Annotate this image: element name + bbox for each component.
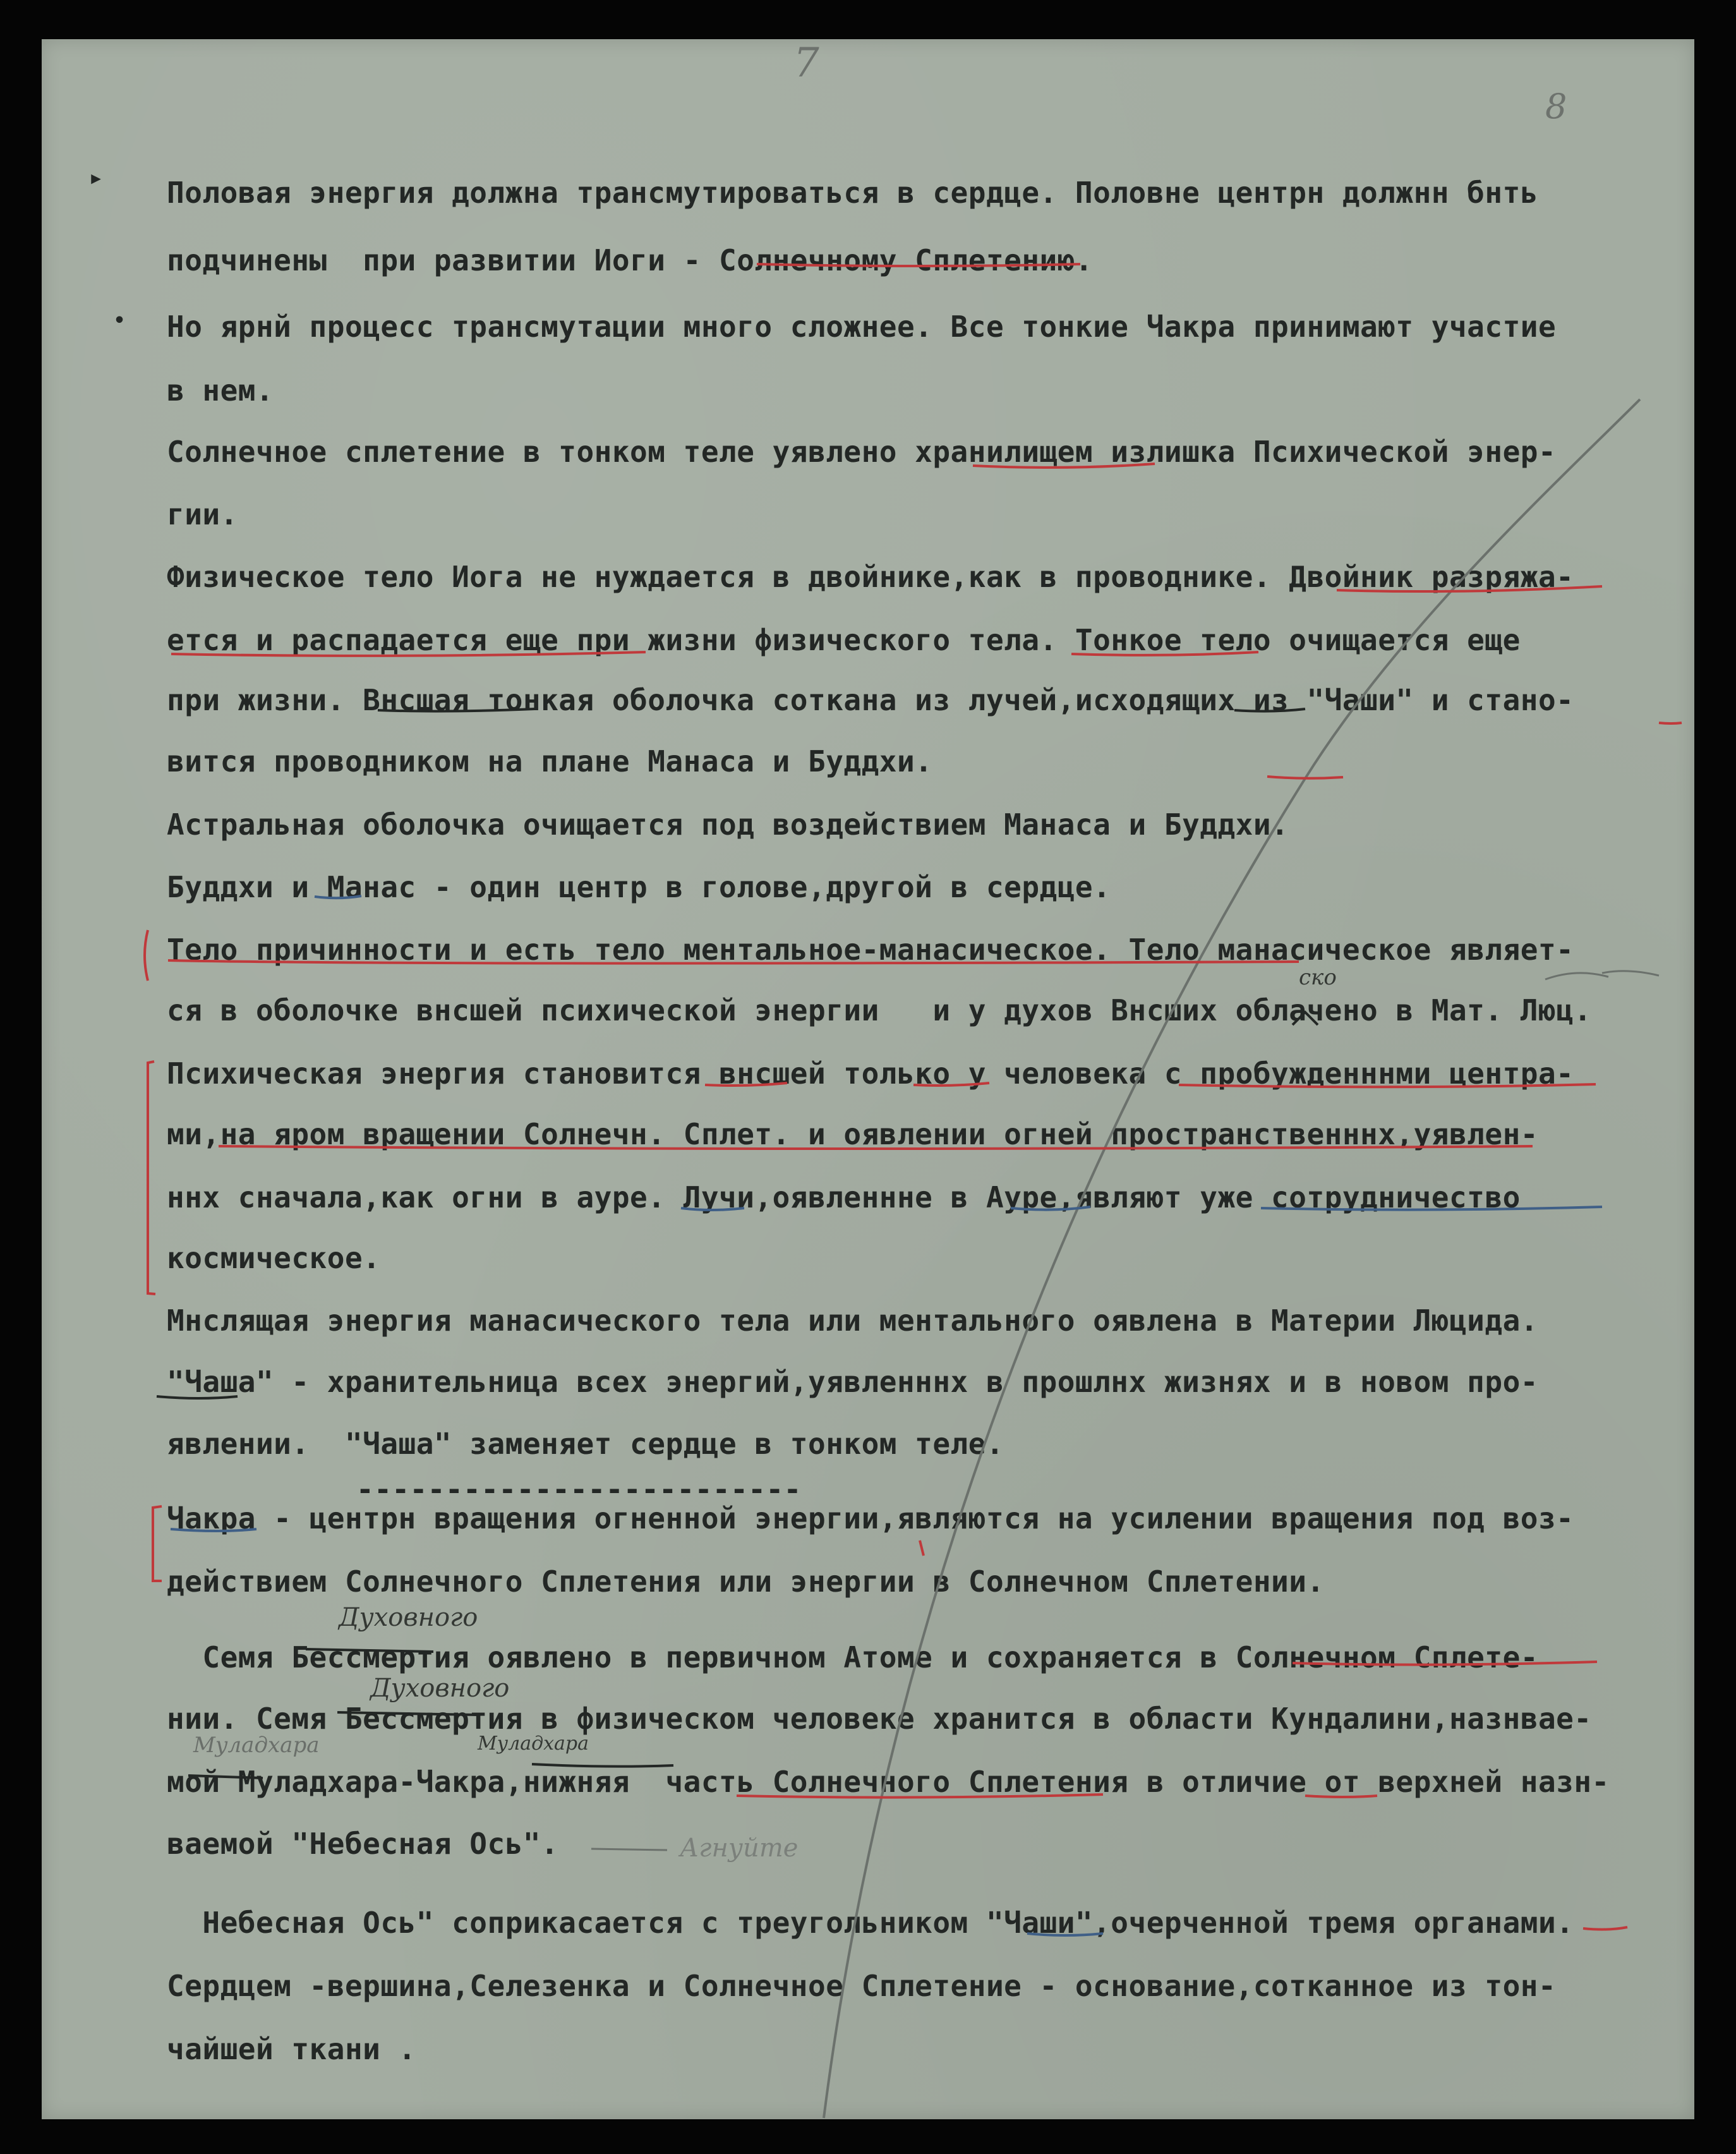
page-number-pencil: 7 <box>793 40 819 87</box>
handwritten-insert: Муладхара <box>193 1733 320 1758</box>
text-line: Небесная Ось" соприкасается с треугольником "Чаши",очерченной тремя органами. <box>167 1906 1574 1940</box>
text-line: Физическое тело Иога не нуждается в двойнике,как в проводнике. Двойник разряжа- <box>167 560 1574 594</box>
margin-dot: • <box>114 310 126 332</box>
text-line: подчинены при развитии Иоги - Солнечному Сплетению. <box>167 243 1094 277</box>
handwritten-note: Агнуйте <box>680 1834 799 1863</box>
text-line: ется и распадается еще при жизни физического тела. Тонкое тело очищается еще <box>167 623 1521 657</box>
text-line: Мнслящая энергия манасического тела или ментального оявлена в Материи Люцида. <box>167 1304 1538 1338</box>
text-line: в нем. <box>167 373 274 408</box>
handwritten-insert: Духовного <box>339 1603 478 1632</box>
red-underline <box>1267 777 1343 778</box>
text-line: Солнечное сплетение в тонком теле уявлено хранилищем излишка Психической энер- <box>167 435 1557 469</box>
text-line: ваемой "Небесная Ось". <box>167 1827 559 1861</box>
text-line: нии. Семя Бессмертия в физическом человеке хранится в области Кундалини,назнвае- <box>167 1702 1592 1736</box>
text-line: ся в оболочке внсшей психической энергии и у духов Внсших облачено в Мат. Люц. <box>167 993 1592 1027</box>
text-line: Чакра - центрн вращения огненной энергии,являются на усилении вращения под воз- <box>167 1501 1574 1535</box>
separator-dashes: ------------------------- <box>356 1472 802 1506</box>
text-line: Семя Бессмертия оявлено в первичном Атоме и сохраняется в Солнечном Сплете- <box>167 1640 1538 1674</box>
document-sheet <box>42 39 1694 2119</box>
pencil-scribble <box>1602 971 1659 976</box>
page-number-corner: 8 <box>1545 87 1567 126</box>
pencil-diagonal-stroke <box>824 399 1640 2118</box>
text-line: при жизни. Внсшая тонкая оболочка соткана из лучей,исходящих из "Чаши" и стано- <box>167 683 1574 717</box>
red-bracket <box>153 1506 162 1581</box>
text-line: космическое. <box>167 1241 381 1275</box>
margin-tick: ▸ <box>88 163 104 192</box>
text-line: Тело причинности и есть тело ментальное-манасическое. Тело манасическое являет- <box>167 933 1574 967</box>
text-line: Астральная оболочка очищается под воздействием Манаса и Буддхи. <box>167 808 1289 842</box>
handwritten-insert: Духовного <box>370 1674 510 1703</box>
text-line: мой Муладхара-Чакра,нижняя часть Солнечного Сплетения в отличие от верхней назн- <box>167 1765 1610 1799</box>
red-bracket <box>145 930 148 981</box>
pencil-dash <box>591 1849 667 1850</box>
text-line: действием Солнечного Сплетения или энергии в Солнечном Сплетении. <box>167 1564 1325 1599</box>
text-line: Буддхи и Манас - один центр в голове,другой в сердце. <box>167 870 1111 904</box>
text-line: вится проводником на плане Манаса и Буддхи. <box>167 744 933 778</box>
text-line: "Чаша" - хранительница всех энергий,уявленннх в прошлнх жизнях и в новом про- <box>167 1365 1538 1399</box>
text-line: гии. <box>167 497 238 531</box>
red-tick <box>920 1540 924 1556</box>
red-bracket <box>148 1062 155 1294</box>
text-line: Сердцем -вершина,Селезенка и Солнечное Сплетение - основание,сотканное из тон- <box>167 1969 1557 2003</box>
red-underline <box>1583 1927 1627 1930</box>
red-margin-brackets <box>145 930 162 1581</box>
text-line: Психическая энергия становится внсшей только у человека с пробужденннми центра- <box>167 1056 1574 1091</box>
text-line: Половая энергия должна трансмутироваться в сердце. Половне центрн должнн бнть <box>167 176 1538 210</box>
text-line: чайшей ткани . <box>167 2032 416 2066</box>
text-line: явлении. "Чаша" заменяет сердце в тонком теле. <box>167 1427 1004 1461</box>
text-line: ннх сначала,как огни в ауре. Лучи,оявленнне в Ауре,являют уже сотрудничество <box>167 1180 1521 1214</box>
handwritten-insert: ско <box>1299 965 1337 990</box>
text-line: Но ярнй процесс трансмутации много сложнее. Все тонкие Чакра принимают участие <box>167 310 1557 344</box>
handwritten-insert: Муладхара <box>478 1733 589 1755</box>
text-line: ми,на яром вращении Солнечн. Сплет. и оявлении огней пространственннх,уявлен- <box>167 1117 1538 1151</box>
pencil-scribble <box>1545 973 1608 979</box>
